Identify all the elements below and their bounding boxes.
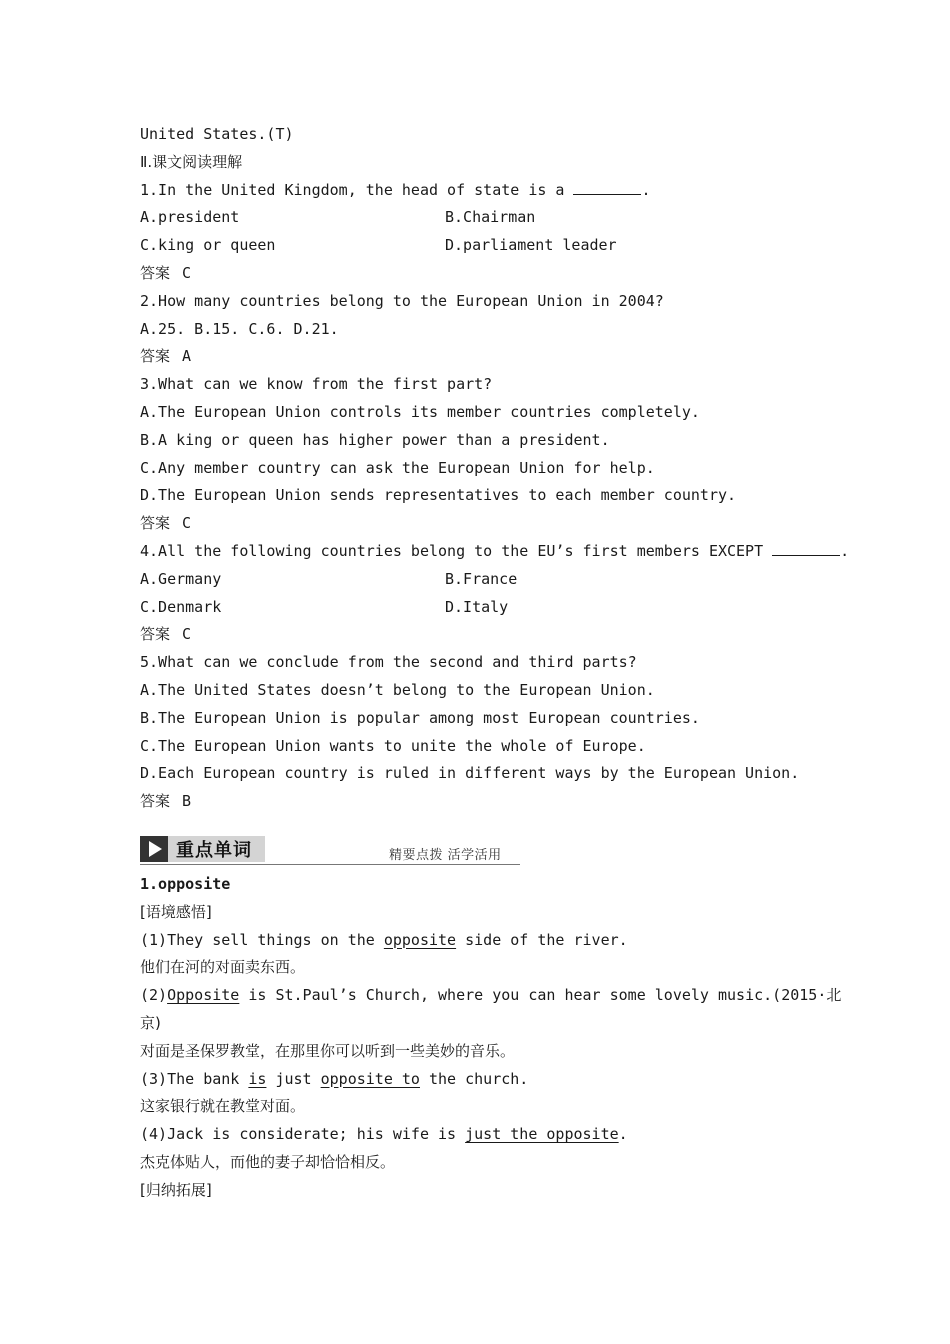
question-4 <box>140 538 850 566</box>
answer-value: C <box>182 263 192 282</box>
example-text: the church. <box>419 1069 529 1088</box>
question-2-stem: 2.How many countries belong to the European Union in 2004? <box>140 291 664 310</box>
option-d: D.Italy <box>445 597 509 616</box>
example-text: (2) <box>140 986 168 1005</box>
question-4-options-row-1 <box>140 566 820 594</box>
section-title: 重点单词 <box>176 839 252 861</box>
question-1-end: . <box>641 180 651 199</box>
option-a: A.The European Union controls its member countries completely. <box>140 402 700 421</box>
answer-value: A <box>182 347 192 366</box>
answer-label: 答案 <box>140 263 171 282</box>
option-c: C.Any member country can ask the European Union for help. <box>140 458 655 477</box>
context-label: [语境感悟] <box>140 902 212 921</box>
example-text: side of the river. <box>456 930 628 949</box>
question-2-answer <box>140 343 820 371</box>
example-1 <box>140 927 820 955</box>
question-5-answer <box>140 788 820 816</box>
option-c: C.The European Union wants to unite the whole of Europe. <box>140 736 646 755</box>
option-d: D.Each European country is ruled in different ways by the European Union. <box>140 764 800 783</box>
question-4-stem: 4.All the following countries belong to the EU’s first members EXCEPT <box>140 541 773 560</box>
underlined-phrase: just the opposite <box>465 1125 619 1144</box>
example-4 <box>140 1121 820 1149</box>
example-text: just <box>266 1069 321 1088</box>
vocab-word: 1.opposite <box>140 874 231 893</box>
option-c: C.king or queen <box>140 236 276 255</box>
key-words-section-bar <box>140 834 520 865</box>
answer-label: 答案 <box>140 625 171 644</box>
example-3 <box>140 1066 820 1094</box>
option-b: B.A king or queen has higher power than a president. <box>140 430 610 449</box>
question-4-end: . <box>840 541 850 560</box>
answer-label: 答案 <box>140 792 171 811</box>
question-1-options-row-2 <box>140 232 820 260</box>
question-4-options-row-2 <box>140 594 820 622</box>
option-a: A.president <box>140 208 240 227</box>
answer-label: 答案 <box>140 514 171 533</box>
example-3-translation: 这家银行就在教堂对面。 <box>140 1097 306 1116</box>
answer-value: C <box>182 625 192 644</box>
option-b: B.Chairman <box>445 208 536 227</box>
option-b: B.The European Union is popular among most European countries. <box>140 708 700 727</box>
question-1 <box>140 177 820 205</box>
question-5-stem: 5.What can we conclude from the second and third parts? <box>140 653 637 672</box>
underlined-phrase: opposite <box>383 930 457 949</box>
example-4-translation: 杰克体贴人，而他的妻子却恰恰相反。 <box>140 1152 396 1171</box>
underlined-phrase: is <box>248 1069 267 1088</box>
option-a: A.The United States doesn’t belong to the European Union. <box>140 680 655 699</box>
answer-blank <box>573 179 641 195</box>
underlined-phrase: Opposite <box>167 986 240 1005</box>
answer-value: B <box>182 792 192 811</box>
example-2 <box>140 982 842 1010</box>
summary-label: [归纳拓展] <box>140 1180 212 1199</box>
question-2-options: A.25. B.15. C.6. D.21. <box>140 319 339 338</box>
example-2-translation: 对面是圣保罗教堂，在那里你可以听到一些美妙的音乐。 <box>140 1041 516 1060</box>
play-arrow-icon <box>140 836 168 862</box>
prev-answer-line: United States.(T) <box>140 125 294 143</box>
section-heading: Ⅱ.课文阅读理解 <box>140 152 243 171</box>
question-3-answer <box>140 510 820 538</box>
section-subtitle: 精要点拨 活学活用 <box>389 847 502 863</box>
option-d: D.The European Union sends representatives to each member country. <box>140 486 737 505</box>
question-1-stem: 1.In the United Kingdom, the head of state is a <box>140 180 574 199</box>
option-a: A.Germany <box>140 569 222 588</box>
example-text: . <box>618 1125 628 1144</box>
document-page <box>140 121 850 1204</box>
answer-label: 答案 <box>140 347 171 366</box>
example-2-continuation: 京) <box>140 1013 161 1032</box>
question-3-stem: 3.What can we know from the first part? <box>140 375 493 394</box>
option-c: C.Denmark <box>140 597 222 616</box>
example-text: is St.Paul’s Church, where you can hear some lovely music.(2015·北 <box>239 986 842 1005</box>
example-text: (1)They sell things on the <box>140 930 384 949</box>
section-badge <box>140 836 265 862</box>
example-text: (4)Jack is considerate; his wife is <box>140 1125 466 1144</box>
option-b: B.France <box>445 569 518 588</box>
answer-blank <box>772 540 840 556</box>
option-d: D.parliament leader <box>445 236 617 255</box>
example-text: (3)The bank <box>140 1069 249 1088</box>
question-1-options-row-1 <box>140 204 820 232</box>
example-1-translation: 他们在河的对面卖东西。 <box>140 958 306 977</box>
question-1-answer <box>140 260 820 288</box>
question-4-answer <box>140 621 820 649</box>
underlined-phrase: opposite to <box>320 1069 420 1088</box>
answer-value: C <box>182 514 192 533</box>
